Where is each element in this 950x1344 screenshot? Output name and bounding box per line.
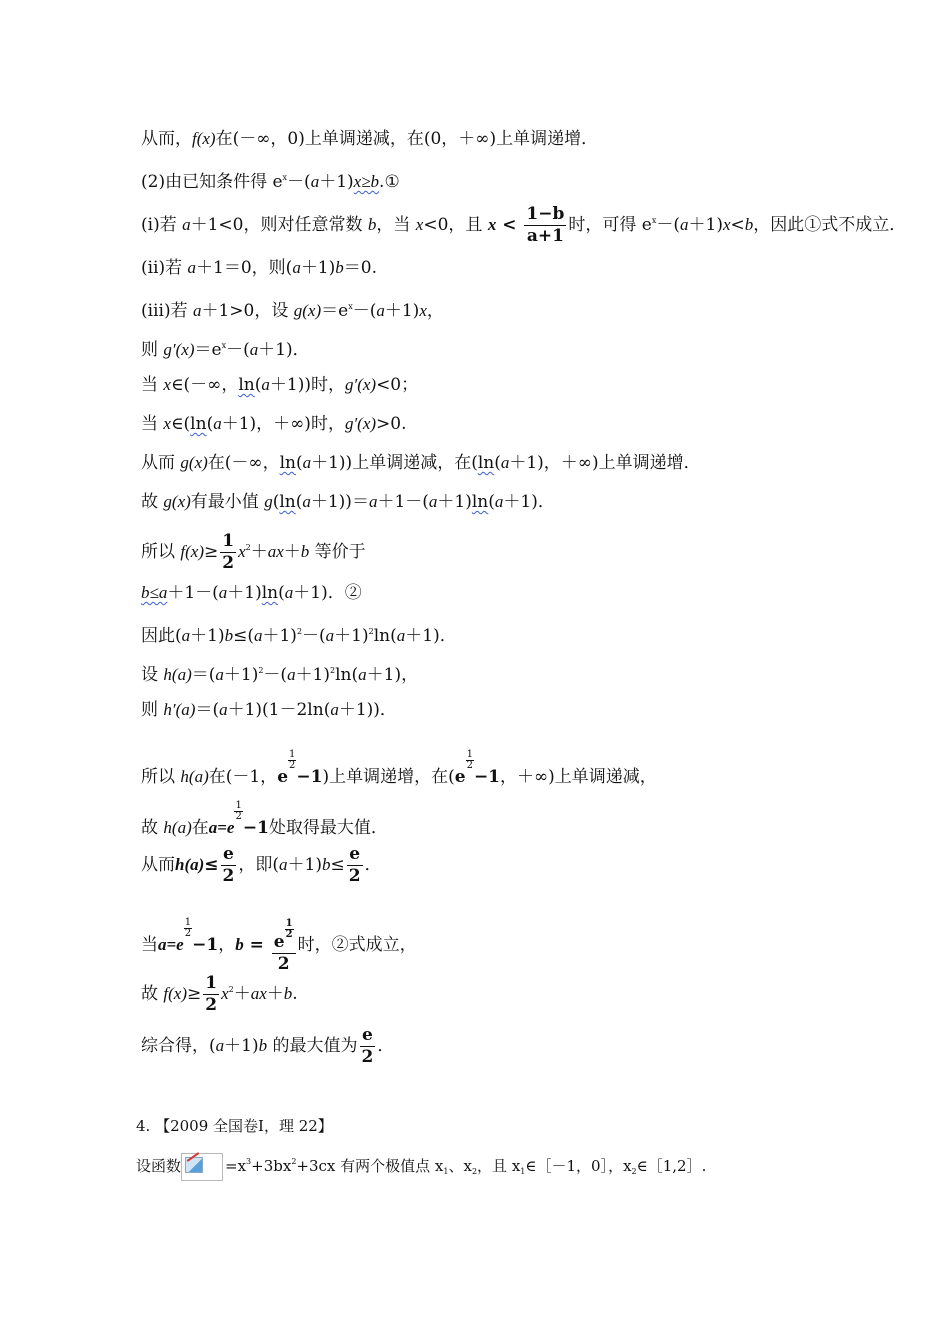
broken-image-icon bbox=[181, 1153, 223, 1181]
text-line: 则 $g'(x)=e^x-(a+1)$． bbox=[141, 340, 310, 360]
text-line: 所以 h(a)在(－1，e $\frac{1}{2}$ −1)上单调递增，在(e $\frac{1}{2}$ −1，＋∞)上单调递减， bbox=[141, 749, 657, 787]
text-line: 从而h(a)≤ $\frac{e}{2}$ ，即(a＋1)b≤ $\frac{e}{2}$ ． bbox=[141, 844, 382, 886]
exponent-fraction: $\frac{1}{2}$ bbox=[184, 917, 192, 939]
text-line: 所以 f(x)≥ $\frac{1}{2}$ $x^2+ax+b$ 等价于 bbox=[141, 531, 366, 573]
text-line: 从而 g(x)在(－∞，ln(a＋1))上单调递减，在(ln(a＋1)，＋∞)上单调递增． bbox=[141, 453, 701, 473]
fraction: $\frac{1}{2}$ bbox=[222, 531, 235, 573]
fraction: $\frac{e}{2}$ bbox=[348, 844, 361, 886]
text-line: 因此$(a+1)b\le(a+1)^2-(a+1)^2\ln(a+1)$． bbox=[141, 626, 457, 646]
exponent-fraction: $\frac{1}{2}$ bbox=[466, 749, 473, 771]
text-line: 当a=e $\frac{1}{2}$ −1，b = e $\frac{1}{2}$ 2 时，②式成立， bbox=[141, 917, 417, 974]
fraction: $\frac{1-b}{a+1}$ bbox=[526, 204, 565, 246]
text-line: (ⅲ)若 a＋1>0，设 $g(x)=e^x-(a+1)x$， bbox=[141, 301, 444, 321]
text-line: (ⅱ)若 a＋1＝0，则(a＋1)b＝0. bbox=[141, 258, 377, 278]
fraction: $\frac{1}{2}$ bbox=[205, 973, 218, 1015]
exponent-fraction: $\frac{1}{2}$ bbox=[289, 749, 296, 771]
text-line: 当 x∈(ln(a＋1)，＋∞)时，g′(x)>0. bbox=[141, 414, 407, 434]
text-line: 故 h(a)在a=e $\frac{1}{2}$ −1处取得最大值． bbox=[141, 800, 388, 838]
text-line: (ⅰ)若 a＋1<0，则对任意常数 b，当 x<0，且 x < $\frac{1-b}{a+1}$ 时，可得 $e^x-(a+1)x<b$，因此①式不成立． bbox=[141, 204, 907, 246]
fraction: e $\frac{1}{2}$ 2 bbox=[272, 919, 296, 973]
text-line: 则 h′(a)＝(a＋1)(1－2ln(a＋1))． bbox=[141, 700, 397, 720]
text-line: 故 g(x)有最小值 g(ln(a＋1))＝a＋1－(a＋1)ln(a＋1)． bbox=[141, 492, 555, 512]
fraction: $\frac{e}{2}$ bbox=[361, 1025, 374, 1067]
text-line: (2)由已知条件得 $e^x-(a+1)x\ge b.①$ bbox=[141, 172, 400, 192]
fraction: $\frac{e}{2}$ bbox=[222, 844, 235, 886]
text-line: 从而，f(x)在(－∞，0)上单调递减，在(0，＋∞)上单调递增． bbox=[141, 129, 599, 149]
text-line: b≤a＋1－(a＋1)ln(a＋1)．② bbox=[141, 583, 362, 603]
exponent-fraction: $\frac{1}{2}$ bbox=[235, 800, 242, 822]
text-line: 设函数 $=x^3+3bx^2+3cx$ 有两个极值点 $x_1$、$x_2$，且 $x_1\in[-1$，0］，$x_2\in[1,2]$. bbox=[136, 1150, 706, 1184]
text-line: 故 f(x)≥ $\frac{1}{2}$ $x^2+ax+b$. bbox=[141, 973, 298, 1015]
text-line: 当 x∈(－∞，ln(a＋1))时，g′(x)<0； bbox=[141, 375, 419, 395]
text-line: 设 $h(a)=(a+1)^2-(a+1)^2\ln(a+1)$， bbox=[141, 665, 419, 685]
problem-heading: 4. 【2009 全国卷Ⅰ，理 22】 bbox=[136, 1117, 333, 1135]
text-line: 综合得，(a＋1)b 的最大值为 $\frac{e}{2}$ ． bbox=[141, 1025, 395, 1067]
